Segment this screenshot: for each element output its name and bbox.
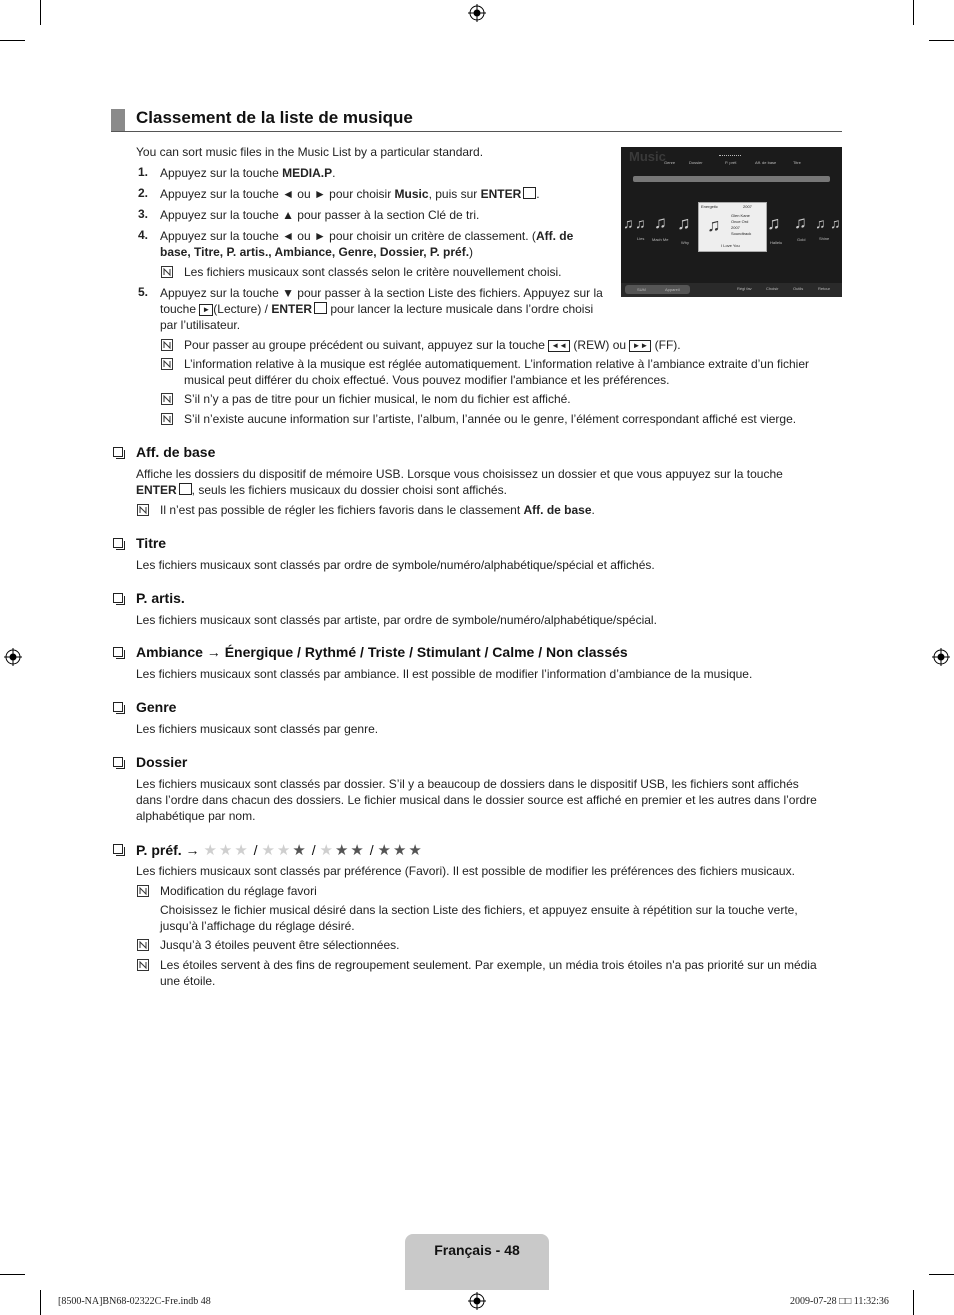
- note-no-info: S’il n’existe aucune information sur l’artiste, l’album, l’année ou le genre, l’élément correspondant affiché est vierge.: [184, 412, 797, 426]
- music-note-icon: ♫: [707, 215, 721, 235]
- music-note-icon: ♫: [767, 213, 781, 233]
- checkbox-bullet-icon: [113, 702, 123, 712]
- tv-track-label: Lies: [637, 236, 645, 241]
- section-partis-text: Les fichiers musicaux sont classés par artiste, par ordre de symbole/numéro/alphabétique/spécial.: [136, 613, 657, 627]
- tv-track-label: Gold: [797, 237, 806, 242]
- section-title-ppref: P. préf. → ★★★ / ★★★ / ★★★ / ★★★: [136, 842, 424, 859]
- tv-screen-title: Music: [629, 149, 666, 164]
- crop-mark: [929, 1274, 954, 1275]
- play-icon: ►: [199, 304, 213, 316]
- registration-mark-icon: [468, 1292, 486, 1310]
- tv-tab: Genre: [664, 160, 676, 165]
- intro-text: You can sort music files in the Music List by a particular standard.: [136, 145, 484, 159]
- fast-forward-icon: ►►: [629, 340, 651, 352]
- enter-icon: [314, 302, 327, 314]
- step-5: Appuyez sur la touche ▼ pour passer à la section Liste des fichiers. Appuyez sur la touche ► (Lecture) / ENTER pour lancer la lecture musicale dans l’ordre choisi par l’utilisateur.: [160, 286, 603, 332]
- section-titre-text: Les fichiers musicaux sont classés par ordre de symbole/numéro/alphabétique/spécial et affichés.: [136, 558, 655, 572]
- section-ppref-note-1-body: Choisissez le fichier musical désiré dans la section Liste des fichiers, et appuyez ensuite à répétition sur la touche verte, jusqu’à l’affichage du réglage désiré.: [160, 903, 798, 933]
- note-icon: [137, 504, 149, 516]
- note-icon: [161, 339, 173, 351]
- star-rating-1-icon: ★★★: [261, 842, 308, 859]
- music-note-icon: ♫: [654, 213, 667, 232]
- tv-card-line: 2007: [743, 204, 752, 209]
- tv-tab: Titre: [793, 160, 801, 165]
- crop-mark: [929, 40, 954, 41]
- section-title-ambiance: Ambiance → Énergique / Rythmé / Triste / Stimulant / Calme / Non classés: [136, 644, 628, 660]
- star-rating-3-icon: ★★★: [377, 842, 424, 859]
- checkbox-bullet-icon: [113, 647, 123, 657]
- checkbox-bullet-icon: [113, 593, 123, 603]
- rewind-icon: ◄◄: [548, 340, 570, 352]
- section-ppref-note-2: Jusqu’à 3 étoiles peuvent être sélectionnées.: [160, 938, 400, 952]
- section-title-dossier: Dossier: [136, 754, 188, 770]
- section-title-partis: P. artis.: [136, 590, 185, 606]
- section-dossier-text: Les fichiers musicaux sont classés par dossier. S’il y a beaucoup de dossiers dans le dispositif USB, les fichiers sont affichés dans l’ordre dans chacun des dossiers. Le fichier musical dans le dossier source est affiché en premier et les autres dans l’ordre alphabétique par nom.: [136, 777, 817, 823]
- tv-track-label: Why: [681, 240, 689, 245]
- music-note-icon: ♫: [677, 213, 691, 233]
- note-auto-info: L’information relative à la musique est réglée automatiquement. L’information relative à l’ambiance extraite d’un fichier musical peut différer du choix effectué. Vous pouvez modifier l'ambiance et les préférences.: [184, 357, 810, 387]
- step-2: Appuyez sur la touche ◄ ou ► pour choisir Music, puis sur ENTER .: [160, 187, 540, 201]
- checkbox-bullet-icon: [113, 447, 123, 457]
- tv-device-pill: [625, 285, 690, 294]
- note-icon: [137, 959, 149, 971]
- tv-scroll-bar: [633, 176, 830, 182]
- section-ambiance-text: Les fichiers musicaux sont classés par ambiance. Il est possible de modifier l’information d’ambiance de la musique.: [136, 667, 753, 681]
- tv-card-line: Once Ord: [731, 219, 749, 224]
- section-aff-note: Il n’est pas possible de régler les fichiers favoris dans le classement Aff. de base.: [160, 503, 595, 517]
- page-number: Français - 48: [434, 1242, 520, 1258]
- tv-track-label: Hallelu: [770, 240, 783, 245]
- music-note-icon: ♫: [635, 215, 646, 231]
- heading-bar: [111, 109, 125, 131]
- crop-mark: [913, 0, 914, 25]
- step-number: 3.: [138, 207, 149, 221]
- print-date-info: 2009-07-28 □□ 11:32:36: [790, 1296, 889, 1307]
- step-4-note: Les fichiers musicaux sont classés selon le critère nouvellement choisi.: [184, 265, 562, 279]
- crop-mark: [40, 0, 41, 25]
- tv-tab: P. préf.: [725, 160, 738, 165]
- music-note-icon: ♫: [794, 213, 807, 232]
- checkbox-bullet-icon: [113, 844, 123, 854]
- section-aff-text: Affiche les dossiers du dispositif de mémoire USB. Lorsque vous choisissez un dossier et que vous appuyez sur la touche ENTER , seuls les fichiers musicaux du dossier choisi sont affichés.: [136, 467, 783, 497]
- tv-tab: Dossier: [689, 160, 703, 165]
- tv-footer-label: Choisir: [766, 286, 779, 291]
- note-icon: [137, 885, 149, 897]
- step-number: 1.: [138, 165, 149, 179]
- note-rew-ff: Pour passer au groupe précédent ou suivant, appuyez sur la touche ◄◄ (REW) ou ►► (FF).: [184, 338, 681, 352]
- note-icon: [161, 413, 173, 425]
- tv-selected-card: [698, 202, 767, 252]
- crop-mark: [0, 40, 25, 41]
- section-ppref-text: Les fichiers musicaux sont classés par préférence (Favori). Il est possible de modifier les préférences des fichiers musicaux.: [136, 864, 795, 878]
- step-number: 4.: [138, 228, 149, 242]
- tv-card-line: Glen Kane: [731, 213, 750, 218]
- tv-footer-label: Retour: [818, 286, 831, 291]
- music-note-icon: ♫: [815, 215, 826, 231]
- tv-footer-label: Régl fav: [737, 286, 752, 291]
- tv-card-line: 2007: [731, 225, 740, 230]
- step-number: 2.: [138, 186, 149, 200]
- registration-mark-icon: [4, 648, 22, 666]
- registration-mark-icon: [932, 648, 950, 666]
- music-note-icon: ♫: [830, 215, 841, 231]
- tv-card-line: Soundtrack: [731, 231, 752, 236]
- tv-tab-dots: [719, 155, 741, 158]
- checkbox-bullet-icon: [113, 757, 123, 767]
- step-1: Appuyez sur la touche MEDIA.P.: [160, 166, 336, 180]
- print-file-info: [8500-NA]BN68-02322C-Fre.indb 48: [58, 1296, 211, 1307]
- section-title-genre: Genre: [136, 699, 177, 715]
- registration-mark-icon: [468, 4, 486, 22]
- section-title-aff: Aff. de base: [136, 444, 216, 460]
- step-3: Appuyez sur la touche ▲ pour passer à la section Clé de tri.: [160, 208, 480, 222]
- heading-rule: [111, 131, 842, 132]
- music-screen-image: [621, 147, 842, 297]
- crop-mark: [40, 1290, 41, 1315]
- enter-icon: [179, 483, 192, 495]
- enter-icon: [523, 187, 536, 199]
- tv-card-line: Energetic: [701, 204, 718, 209]
- crop-mark: [913, 1290, 914, 1315]
- music-note-icon: ♫: [623, 215, 634, 231]
- tv-footer-label: Appareil: [665, 287, 680, 292]
- step-4: Appuyez sur la touche ◄ ou ► pour choisir un critère de classement. (Aff. de base, Titre, P. artis., Ambiance, Genre, Dossier, P. préf.): [160, 229, 574, 259]
- star-rating-0-icon: ★★★: [203, 842, 250, 859]
- section-ppref-note-1: Modification du réglage favori: [160, 884, 317, 898]
- tv-footer-label: Outils: [793, 286, 804, 291]
- section-title-titre: Titre: [136, 535, 167, 551]
- crop-mark: [0, 1274, 25, 1275]
- note-icon: [161, 266, 173, 278]
- section-ppref-note-3: Les étoiles servent à des fins de regroupement seulement. Par exemple, un média trois étoiles n'a pas priorité sur un média une étoile.: [160, 958, 817, 988]
- tv-footer-label: SUM: [637, 287, 646, 292]
- tv-track-label: Shine: [819, 236, 830, 241]
- tv-card-line: I Love You: [721, 243, 740, 248]
- note-icon: [137, 939, 149, 951]
- note-icon: [161, 358, 173, 370]
- step-number: 5.: [138, 285, 149, 299]
- note-icon: [161, 393, 173, 405]
- star-rating-2-icon: ★★★: [319, 842, 366, 859]
- section-genre-text: Les fichiers musicaux sont classés par genre.: [136, 722, 379, 736]
- page-title: Classement de la liste de musique: [136, 108, 413, 127]
- tv-tab: Aff. de base: [755, 160, 777, 165]
- note-no-title: S’il n’y a pas de titre pour un fichier musical, le nom du fichier est affiché.: [184, 392, 571, 406]
- checkbox-bullet-icon: [113, 538, 123, 548]
- tv-track-label: Mach Me: [652, 237, 669, 242]
